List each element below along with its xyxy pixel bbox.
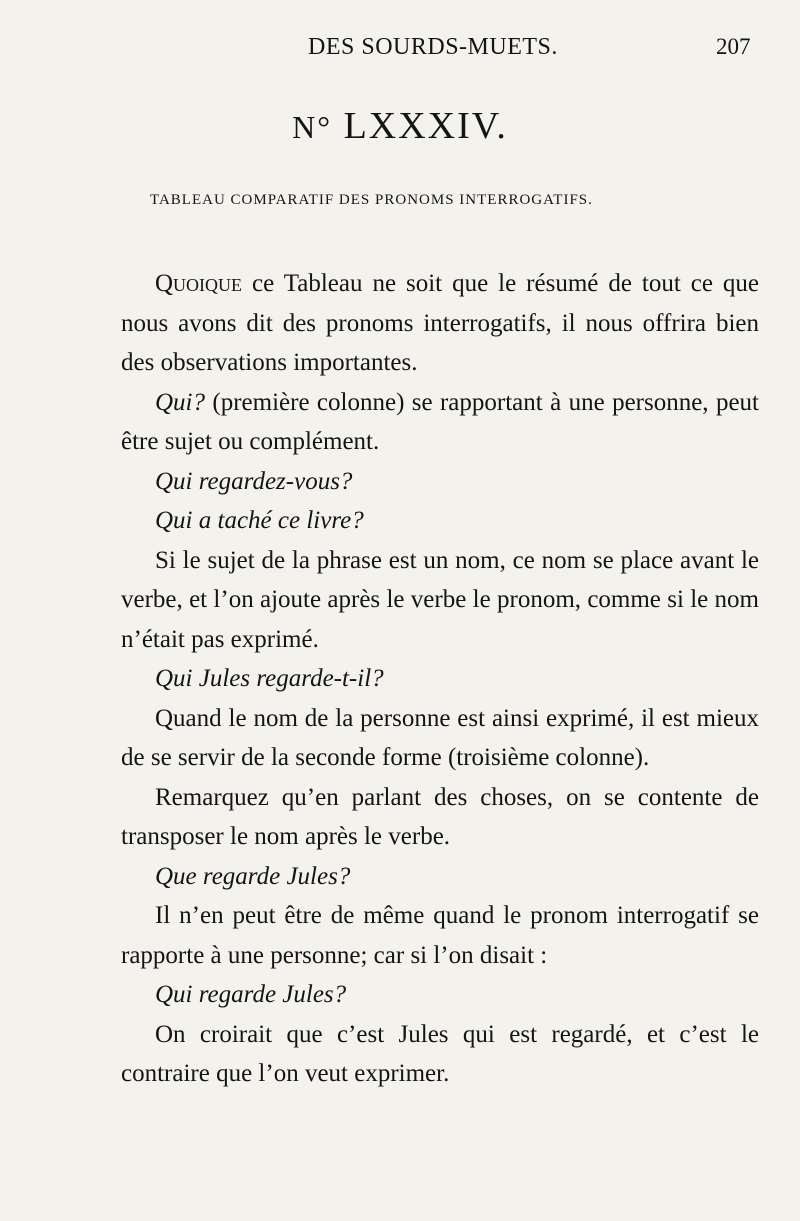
- paragraph-3: Si le sujet de la phrase est un nom, ce nom se place avant le verbe, et l’on ajoute après le verbe le pronom, comme si le nom n’était pas exprimé.: [121, 546, 759, 653]
- paragraph-6: Il n’en peut être de même quand le pronom interrogatif se rapporte à une personne; car si l’on disait :: [121, 902, 759, 969]
- paragraph-1: [121, 264, 759, 383]
- page-number: 207: [716, 34, 751, 59]
- paragraph-1-lead-word: Quoique: [155, 270, 243, 297]
- example-5: Qui regarde Jules?: [155, 981, 347, 1008]
- paragraph-2-text: (première colonne) se rapportant à une personne, peut être sujet ou complément.: [121, 388, 759, 455]
- paragraph-5: Remarquez qu’en parlant des choses, on se contente de transposer le nom après le verbe.: [121, 783, 759, 850]
- section-number-value: LXXXIV.: [343, 105, 508, 147]
- section-number: [0, 104, 800, 148]
- example-2: Qui a taché ce livre?: [155, 507, 364, 534]
- paragraph-4: Quand le nom de la personne est ainsi exprimé, il est mieux de se servir de la seconde forme (troisième colonne).: [121, 704, 759, 771]
- paragraph-2-italic-word: Qui?: [155, 388, 205, 416]
- paragraph-1-text: ce Tableau ne soit que le résumé de tout ce que nous avons dit des pronoms interrogatifs, il nous offrira bien des observations importantes.: [121, 270, 759, 376]
- example-4: Que regarde Jules?: [155, 862, 351, 890]
- section-number-prefix: N°: [292, 109, 333, 145]
- running-head: DES SOURDS-MUETS.: [308, 34, 558, 60]
- body-text: [121, 264, 759, 1094]
- paragraph-7: On croirait que c’est Jules qui est regardé, et c’est le contraire que l’on veut exprimer.: [121, 1020, 759, 1087]
- example-1: Qui regardez-vous?: [155, 467, 353, 495]
- example-3: Qui Jules regarde-t-il?: [155, 665, 384, 692]
- section-title: TABLEAU COMPARATIF DES PRONOMS INTERROGATIFS.: [150, 192, 593, 208]
- paragraph-2: [121, 383, 759, 462]
